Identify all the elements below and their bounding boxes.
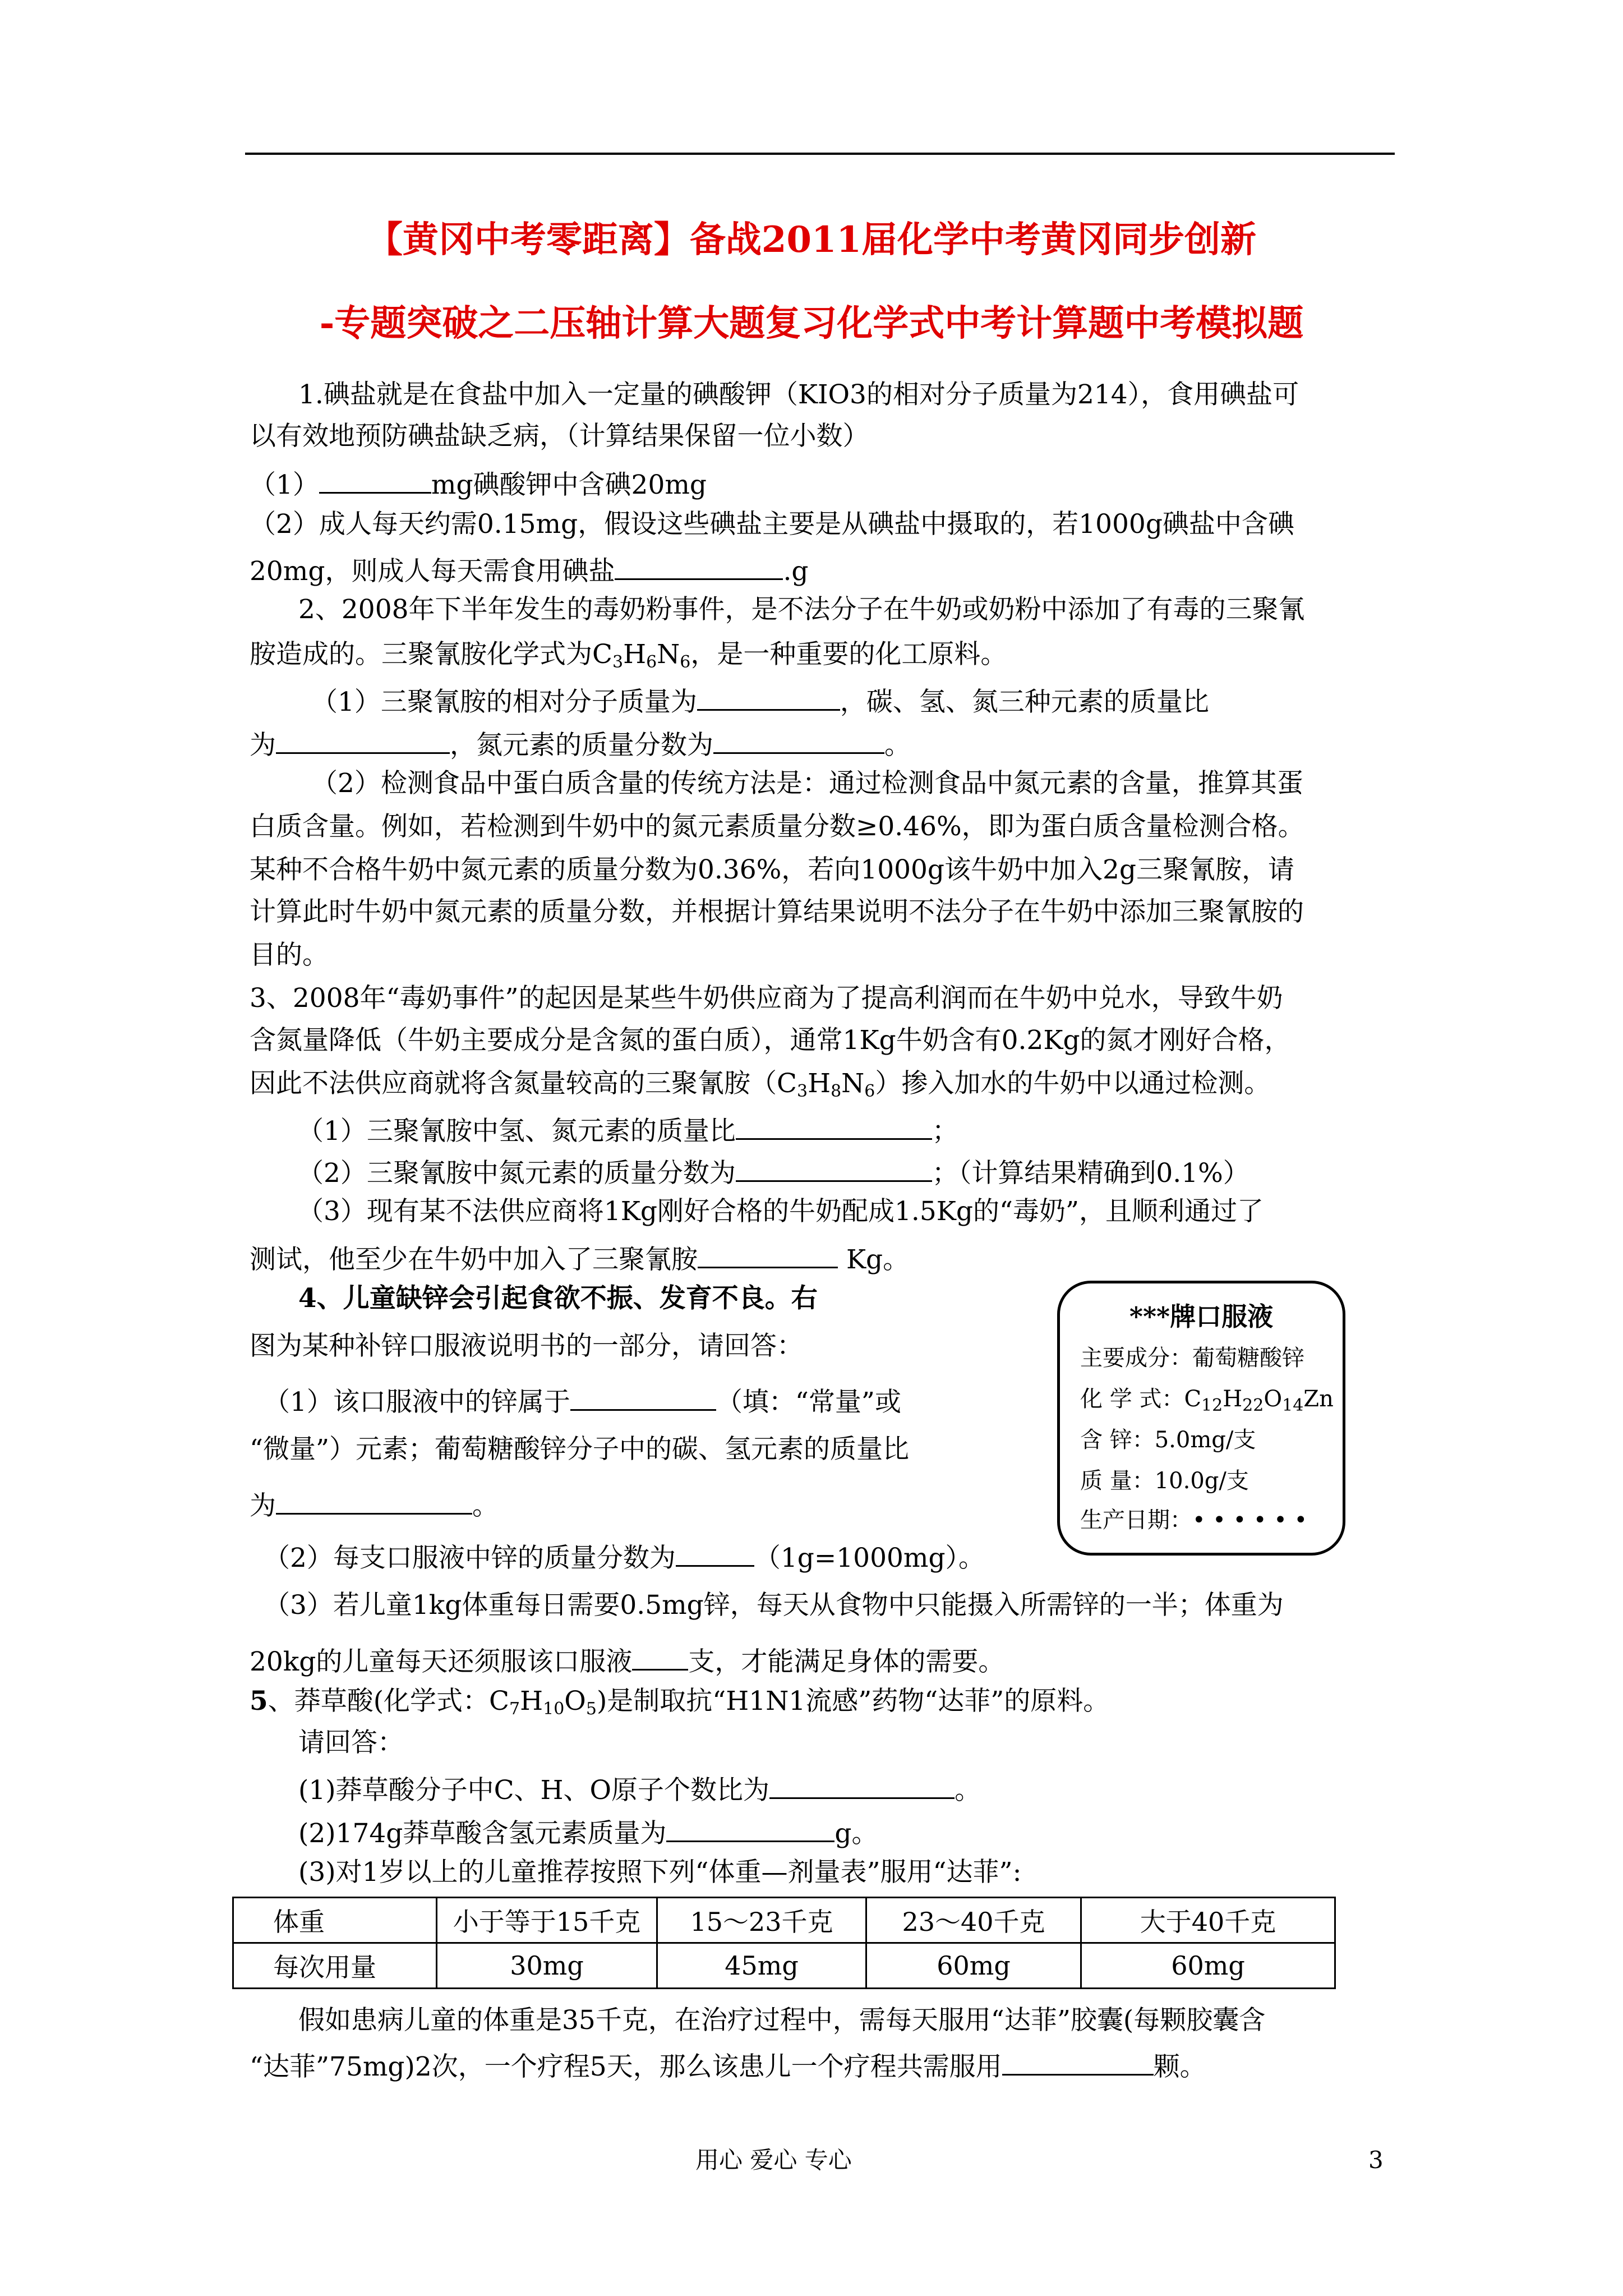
answer-blank[interactable]	[698, 1237, 838, 1268]
q5-part-2-text: (2)174g莽草酸含氢元素质量为	[298, 1818, 667, 1849]
q2-line-2: 胺造成的。三聚氰胺化学式为$C_3H_6N_6$，是一种重要的化工原料。	[250, 639, 1007, 672]
q2-part-2-line-5: 目的。	[250, 940, 329, 970]
answer-blank[interactable]	[697, 680, 840, 711]
table-cell: 30mg	[437, 1943, 657, 1989]
product-label-title: ***牌口服液	[1129, 1301, 1274, 1332]
q2-part-1-text: （1）三聚氰胺的相对分子质量为	[311, 687, 697, 717]
answer-blank[interactable]	[615, 549, 783, 580]
answer-blank[interactable]	[736, 1151, 932, 1182]
q5-number: 5	[250, 1686, 268, 1717]
q4-part-1	[264, 1380, 901, 1420]
q5-part-2	[298, 1811, 878, 1852]
q4-part-1-text: （1）该口服液中的锌属于	[264, 1387, 570, 1418]
q3-part-3-text: 测试，他至少在牛奶中加入了三聚氰胺	[250, 1244, 698, 1275]
product-formula: 化 学 式：$C_{12}H_{22}O_{14}Zn$	[1080, 1386, 1334, 1415]
q2-part-2-line-2: 白质含量。例如，若检测到牛奶中的氮元素质量分数≥0.46%，即为蛋白质含量检测合格。	[250, 811, 1304, 842]
q3-part-2-end: ；（计算结果精确到0.1%）	[932, 1158, 1249, 1189]
q4-part-1-line-3	[250, 1484, 499, 1524]
q2-part-2-line-1: （2）检测食品中蛋白质含量的传统方法是：通过检测食品中氮元素的含量，推算其蛋	[311, 768, 1303, 799]
q4-line-1-text: 4、儿童缺锌会引起食欲不振、发育不良。右	[298, 1283, 818, 1314]
q1-part-2-text: 20mg，则成人每天需食用碘盐	[250, 556, 615, 587]
product-date-label: 生产日期	[1080, 1507, 1170, 1533]
q5-prompt: 请回答：	[298, 1727, 404, 1758]
product-date-value: ：• • • • • •	[1170, 1507, 1308, 1533]
q3-line-1: 3、2008年“毒奶事件”的起因是某些牛奶供应商为了提高利润而在牛奶中兑水，导致牛奶	[250, 983, 1283, 1014]
q2-line-2-cont: ，是一种重要的化工原料。	[690, 639, 1007, 670]
q2-part-2-line-4: 计算此时牛奶中氮元素的质量分数，并根据计算结果说明不法分子在牛奶中添加三聚氰胺的	[250, 896, 1304, 927]
q4-part-2-end: （1g=1000mg）。	[754, 1543, 985, 1573]
q1-part-2-unit: .g	[783, 556, 809, 587]
q2-part-1-cont: ，碳、氢、氮三种元素的质量比	[840, 687, 1209, 717]
answer-blank[interactable]	[736, 1109, 932, 1140]
q2-line-2-text: 胺造成的。三聚氰胺化学式为C	[250, 639, 612, 670]
q1-part-2-cont	[250, 549, 809, 590]
page-number: 3	[1368, 2146, 1384, 2174]
q2-part-2-line-3: 某种不合格牛奶中氮元素的质量分数为0.36%，若向1000g该牛奶中加入2g三聚氰胺，请	[250, 854, 1294, 885]
q3-part-2-text: （2）三聚氰胺中氮元素的质量分数为	[297, 1158, 736, 1189]
q4-line-2: 图为某种补锌口服液说明书的一部分，请回答：	[250, 1331, 803, 1361]
q4-part-3-cont	[250, 1640, 1004, 1680]
q3-line-3-cont: ）掺入加水的牛奶中以通过检测。	[875, 1068, 1271, 1099]
answer-blank[interactable]	[676, 1536, 754, 1567]
table-cell: 每次用量	[233, 1943, 437, 1989]
q4-part-1-cont: （填：“常量”或	[716, 1387, 901, 1418]
answer-blank[interactable]	[276, 723, 450, 754]
q4-part-1-prefix: 为	[250, 1490, 276, 1521]
q1-part-1-text: mg碘酸钾中含碘20mg	[431, 470, 707, 500]
q5-part-3-line-1: 假如患病儿童的体重是35千克，在治疗过程中，需每天服用“达菲”胶囊(每颗胶囊含	[298, 2005, 1266, 2036]
table-cell: 体重	[233, 1898, 437, 1943]
q5-part-3: (3)对1岁以上的儿童推荐按照下列“体重—剂量表”服用“达菲”:	[298, 1857, 1022, 1888]
q5-part-1	[298, 1768, 981, 1809]
q5-part-3-end: 颗。	[1153, 2051, 1206, 2082]
q2-part-1-end: 。	[884, 730, 911, 761]
q4-part-3-end: 支，才能满足身体的需要。	[688, 1646, 1005, 1677]
dosage-table-row	[233, 1943, 1335, 1989]
product-mass: 质 量：10.0g/支	[1080, 1468, 1249, 1494]
answer-blank[interactable]	[632, 1640, 688, 1671]
q3-part-3-cont	[250, 1237, 909, 1278]
q1-part-1	[250, 463, 707, 503]
q3-part-1-end: ；	[932, 1116, 958, 1147]
q3-part-2	[297, 1151, 1249, 1191]
table-cell: 45mg	[657, 1943, 866, 1989]
q2-line-1: 2、2008年下半年发生的毒奶粉事件，是不法分子在牛奶或奶粉中添加了有毒的三聚氰	[298, 594, 1305, 625]
table-cell: 小于等于15千克	[437, 1898, 657, 1943]
answer-blank[interactable]	[666, 1811, 834, 1842]
answer-blank[interactable]	[769, 1768, 955, 1799]
product-label-box	[1057, 1281, 1345, 1556]
q3-line-3: 因此不法供应商就将含氮量较高的三聚氰胺$(C_3H_8N_6)$掺入加水的牛奶中以通过检测。	[250, 1068, 1271, 1101]
table-cell: 60mg	[866, 1943, 1081, 1989]
product-date	[1080, 1506, 1307, 1535]
q3-part-3: （3）现有某不法供应商将1Kg刚好合格的牛奶配成1.5Kg的“毒奶”，且顺利通过了	[297, 1196, 1264, 1227]
q1-line-1: 1.碘盐就是在食盐中加入一定量的碘酸钾（KIO3的相对分子质量为214），食用碘盐可	[298, 379, 1299, 410]
q4-part-1-line-2: “微量”）元素；葡萄糖酸锌分子中的碳、氢元素的质量比	[250, 1434, 910, 1465]
q5-part-1-end: 。	[955, 1775, 981, 1806]
answer-blank[interactable]	[713, 723, 884, 754]
q3-part-1	[297, 1109, 958, 1149]
q2-part-1	[311, 680, 1209, 720]
table-cell: 23～40千克	[866, 1898, 1081, 1943]
dosage-table-header-row	[233, 1898, 1335, 1943]
q4-part-2	[264, 1536, 985, 1576]
q1-line-2: 以有效地预防碘盐缺乏病，（计算结果保留一位小数）	[250, 421, 869, 452]
answer-blank[interactable]	[276, 1484, 472, 1515]
table-cell: 15～23千克	[657, 1898, 866, 1943]
q5-line-1-text: 、莽草酸(化学式：C	[268, 1686, 510, 1717]
dosage-table	[232, 1897, 1336, 1989]
table-cell: 大于40千克	[1081, 1898, 1335, 1943]
q4-part-3-text: 20kg的儿童每天还须服该口服液	[250, 1646, 633, 1677]
q5-part-3-line-2	[250, 2045, 1206, 2085]
q2-part-1-prefix: 为	[250, 730, 276, 761]
q5-line-1: 5、莽草酸(化学式：$C_7H_{10}O_5$)是制取抗“H1N1流感”药物“达菲”的原料。	[250, 1686, 1110, 1719]
answer-blank[interactable]	[319, 463, 431, 494]
answer-blank[interactable]	[570, 1380, 716, 1411]
q3-part-3-unit: Kg。	[838, 1244, 910, 1275]
q5-part-1-text: (1)莽草酸分子中C、H、O原子个数比为	[298, 1775, 770, 1806]
q4-part-1-end: 。	[472, 1490, 499, 1521]
footer-motto: 用心 爱心 专心	[695, 2146, 852, 2174]
q2-part-1-cont-line	[250, 723, 911, 763]
product-zinc-content: 含 锌：5.0mg/支	[1080, 1427, 1256, 1453]
q2-part-1-mid: ，氮元素的质量分数为	[450, 730, 713, 761]
q4-part-2-text: （2）每支口服液中锌的质量分数为	[264, 1543, 676, 1573]
answer-blank[interactable]	[1002, 2045, 1154, 2076]
q5-line-1-cont: )是制取抗“H1N1流感”药物“达菲”的原料。	[596, 1686, 1110, 1717]
q5-part-2-unit: g。	[834, 1818, 878, 1849]
q5-part-3-text: “达菲”75mg)2次，一个疗程5天，那么该患儿一个疗程共需服用	[250, 2051, 1002, 2082]
q1-part-1-prefix: （1）	[250, 470, 319, 500]
q3-line-3-text: 因此不法供应商就将含氮量较高的三聚氰胺（C	[250, 1068, 797, 1099]
q3-line-2: 含氮量降低（牛奶主要成分是含氮的蛋白质），通常1Kg牛奶含有0.2Kg的氮才刚好合格，	[250, 1025, 1291, 1056]
q3-part-1-text: （1）三聚氰胺中氢、氮元素的质量比	[297, 1116, 736, 1147]
q1-part-2: （2）成人每天约需0.15mg，假设这些碘盐主要是从碘盐中摄取的，若1000g碘盐中含碘	[250, 509, 1294, 540]
q4-part-3: （3）若儿童1kg体重每日需要0.5mg锌，每天从食物中只能摄入所需锌的一半；体重为	[264, 1590, 1284, 1621]
header-rule	[245, 153, 1395, 155]
product-ingredient: 主要成分：葡萄糖酸锌	[1080, 1345, 1304, 1371]
product-formula-label: 化 学 式：	[1080, 1386, 1184, 1412]
title-line-1: 【黄冈中考零距离】备战2011届化学中考黄冈同步创新	[366, 219, 1257, 261]
title-line-2: -专题突破之二压轴计算大题复习化学式中考计算题中考模拟题	[319, 302, 1304, 344]
q4-line-1	[298, 1281, 818, 1317]
table-cell: 60mg	[1081, 1943, 1335, 1989]
